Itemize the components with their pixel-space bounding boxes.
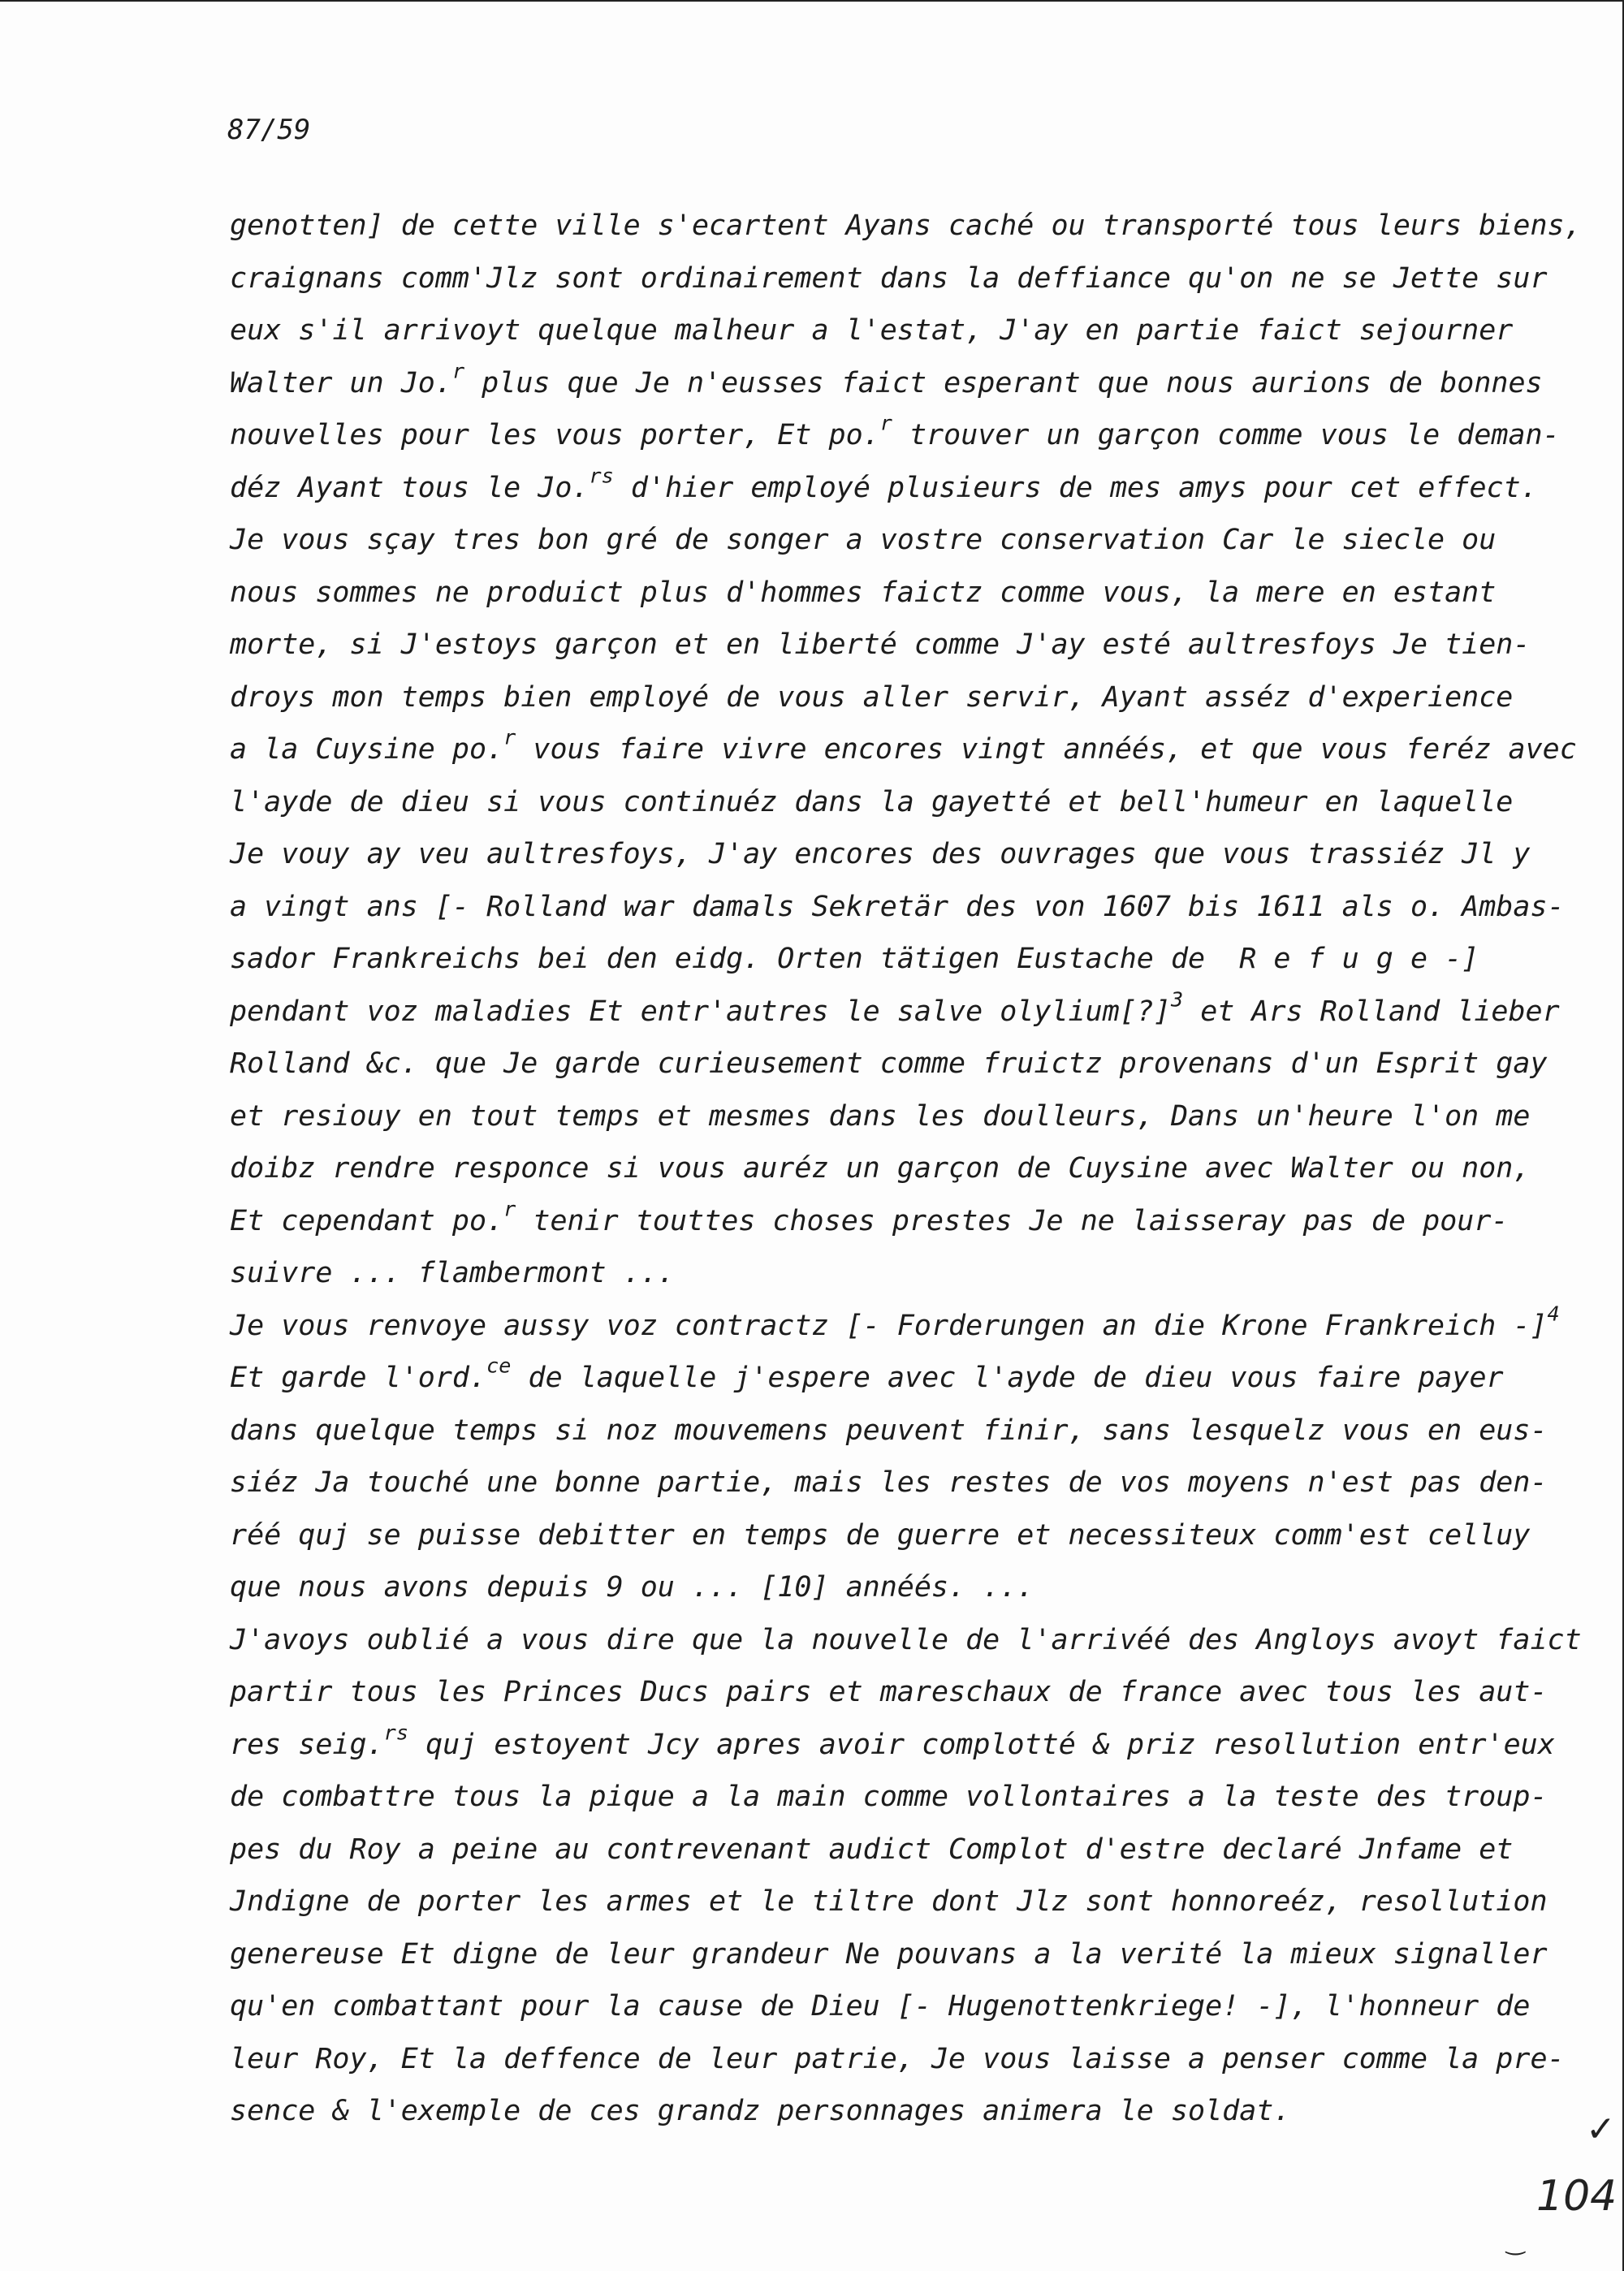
text-line: genereuse Et digne de leur grandeur Ne pouvans a la verité la mieux signaller [230, 1937, 1548, 1971]
text-line: déz Ayant tous le Jo.$^{rs}$ d'hier employé plusieurs de mes amys pour cet effect. [230, 463, 1538, 504]
handwritten-dash-mark: ‿ [1506, 2229, 1525, 2256]
text-line: de combattre tous la pique a la main comme vollontaires a la teste des troup- [230, 1781, 1548, 1813]
text-line: dans quelque temps si noz mouvemens peuvent finir, sans lesquelz vous en eus- [230, 1414, 1548, 1447]
text-line: pendant voz maladies Et entr'autres le salve olylium[?]$^3$ et Ars Rolland lieber [230, 987, 1560, 1028]
text-line: nous sommes ne produict plus d'hommes faictz comme vous, la mere en estant [230, 576, 1497, 609]
text-line: morte, si J'estoys garçon et en liberté comme J'ay esté aultresfoys Je tien- [230, 628, 1531, 661]
text-line: leur Roy, Et la deffence de leur patrie, Je vous laisse a penser comme la pre- [230, 2042, 1565, 2075]
text-line: Walter un Jo.$^r$ plus que Je n'eusses faict esperant que nous aurions de bonnes [230, 358, 1543, 399]
page-number: 87/59 [227, 114, 311, 146]
text-line: l'ayde de dieu si vous continuéz dans la gayetté et bell'humeur en laquelle [230, 785, 1514, 818]
text-line: eux s'il arrivoyt quelque malheur a l'estat, J'ay en partie faict sejourner [230, 314, 1514, 347]
text-line: res seig.$^{rs}$ quj estoyent Jcy apres avoir complotté & priz resollution entr'eux [230, 1720, 1555, 1761]
text-line: suivre ... flambermont ... [230, 1257, 675, 1289]
text-line: sador Frankreichs bei den eidg. Orten tätigen Eustache de R e f u g e -] [230, 943, 1479, 975]
text-line: Et garde l'ord.$^{ce}$ de laquelle j'espere avec l'ayde de dieu vous faire payer [230, 1354, 1504, 1394]
text-line: siéz Ja touché une bonne partie, mais les restes de vos moyens n'est pas den- [230, 1466, 1548, 1499]
text-line: a la Cuysine po.$^r$ vous faire vivre encores vingt annéés, et que vous feréz avec [230, 725, 1577, 766]
text-line: nouvelles pour les vous porter, Et po.$^r$ trouver un garçon comme vous le deman- [230, 411, 1560, 451]
text-line: Et cependant po.$^r$ tenir touttes choses prestes Je ne laisseray pas de pour- [230, 1196, 1509, 1237]
text-line: Je vous renvoye aussy voz contractz [- Forderungen an die Krone Frankreich -]$^4$ [230, 1301, 1560, 1342]
handwritten-check-mark: ✓ [1586, 2109, 1616, 2150]
text-line: droys mon temps bien employé de vous aller servir, Ayant asséz d'experience [230, 680, 1514, 714]
text-line: craignans comm'Jlz sont ordinairement dans la deffiance qu'on ne se Jette sur [230, 261, 1548, 295]
handwritten-folio-number: 104 [1536, 2172, 1618, 2221]
text-line: et resiouy en tout temps et mesmes dans les doulleurs, Dans un'heure l'on me [230, 1099, 1531, 1133]
text-line: que nous avons depuis 9 ou ... [10] annéés. ... [230, 1571, 1034, 1604]
text-line: sence & l'exemple de ces grandz personnages animera le soldat. [230, 2095, 1291, 2127]
text-line: Rolland &c. que Je garde curieusement comme fruictz provenans d'un Esprit gay [230, 1047, 1548, 1080]
text-line: réé quj se puisse debitter en temps de guerre et necessiteux comm'est celluy [230, 1518, 1531, 1552]
text-line: qu'en combattant pour la cause de Dieu [- Hugenottenkriege! -], l'honneur de [230, 1990, 1531, 2023]
document-body [230, 200, 1582, 2138]
text-line: a vingt ans [- Rolland war damals Sekretär des von 1607 bis 1611 als o. Ambas- [230, 890, 1565, 923]
text-line: doibz rendre responce si vous auréz un garçon de Cuysine avec Walter ou non, [230, 1152, 1531, 1185]
text-line: J'avoys oublié a vous dire que la nouvelle de l'arrivéé des Angloys avoyt faict [230, 1623, 1582, 1656]
text-line: Jndigne de porter les armes et le tiltre dont Jlz sont honnoreéz, resollution [230, 1885, 1548, 1918]
text-line: partir tous les Princes Ducs pairs et mareschaux de france avec tous les aut- [230, 1676, 1548, 1708]
text-line: pes du Roy a peine au contrevenant audict Complot d'estre declaré Jnfame et [230, 1833, 1514, 1866]
text-line: genotten] de cette ville s'ecartent Ayans caché ou transporté tous leurs biens, [230, 209, 1582, 242]
text-line: Je vouy ay veu aultresfoys, J'ay encores des ouvrages que vous trassiéz Jl y [230, 838, 1531, 870]
text-line: Je vous sçay tres bon gré de songer a vostre conservation Car le siecle ou [230, 524, 1497, 556]
